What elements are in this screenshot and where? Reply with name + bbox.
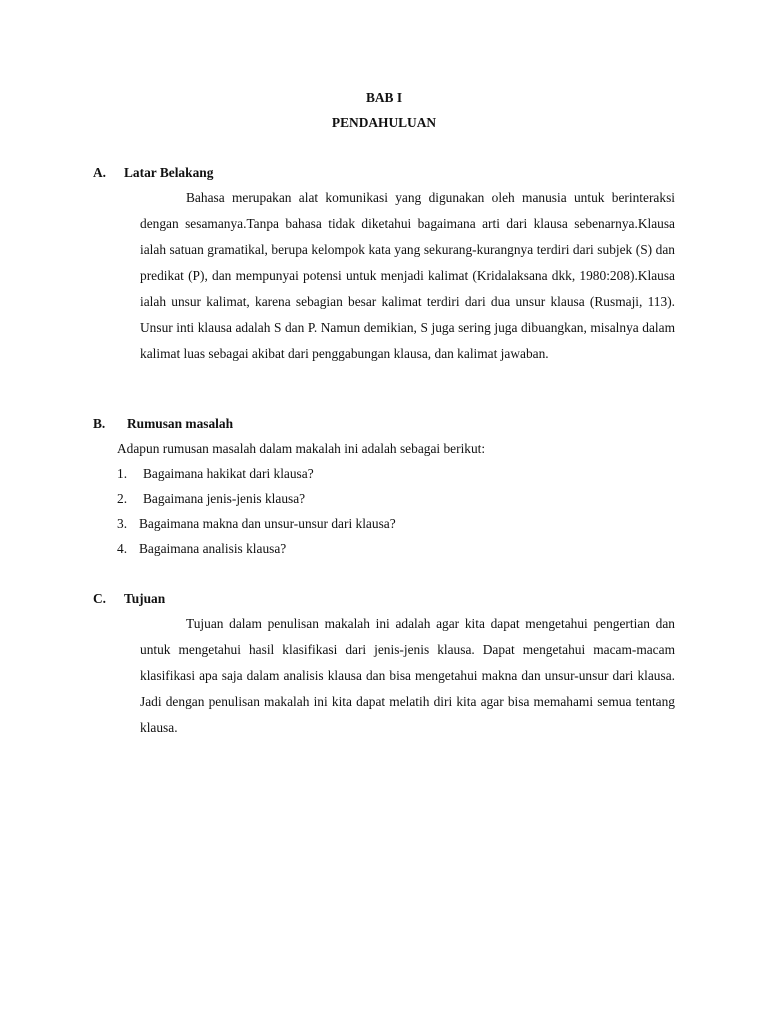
chapter-label: BAB I [365,90,403,105]
list-item: 2. Bagaimana jenis-jenis klausa? [117,491,306,506]
section-c-paragraph: Tujuan dalam penulisan makalah ini adalah agar kita dapat mengetahui pengertian dan untuk mengetahui hasil klasifikasi dari jenis-jenis klausa. Dapat mengetahui macam-macam klasifikasi apa saja dalam analisis klausa dan bisa mengetahui makna dan unsur-unsur dari klausa. Jadi dengan penulisan makalah ini kita dapat melatih diri kita agar bisa memahami semua tentang klausa. [140,616,675,735]
section-b-letter: B. [93,416,106,431]
section-c-heading [93,590,165,608]
section-b-title: Rumusan masalah [127,416,234,431]
list-item: 4. Bagaimana analisis klausa? [117,541,287,556]
section-c-title: Tujuan [124,591,166,606]
section-a-heading [93,164,213,182]
section-b-intro: Adapun rumusan masalah dalam makalah ini adalah sebagai berikut: [117,441,486,456]
section-c-letter: C. [93,591,107,606]
section-a-letter: A. [93,165,107,180]
list-item: 1. Bagaimana hakikat dari klausa? [117,466,314,481]
section-b-heading [93,415,233,433]
problem-list [117,465,396,565]
section-a-paragraph: Bahasa merupakan alat komunikasi yang digunakan oleh manusia untuk berinteraksi dengan sesamanya.Tanpa bahasa tidak diketahui bagaimana arti dari klausa sebenarnya.Klausa ialah satuan gramatikal, berupa kelompok kata yang sekurang-kurangnya terdiri dari subjek (S) dan predikat (P), dan mempunyai potensi untuk menjadi kalimat (Kridalaksana dkk, 1980:208).Klausa ialah unsur kalimat, karena sebagian besar kalimat terdiri dari dua unsur klausa (Rusmaji, 113). Unsur inti klausa adalah S dan P. Namun demikian, S juga sering juga dibuangkan, misalnya dalam kalimat luas sebagai akibat dari penggabungan klausa, dan kalimat jawaban. [140,190,675,361]
section-a-title: Latar Belakang [124,165,214,180]
chapter-title: PENDAHULUAN [331,115,437,130]
list-item: 3. Bagaimana makna dan unsur-unsur dari klausa? [117,516,396,531]
